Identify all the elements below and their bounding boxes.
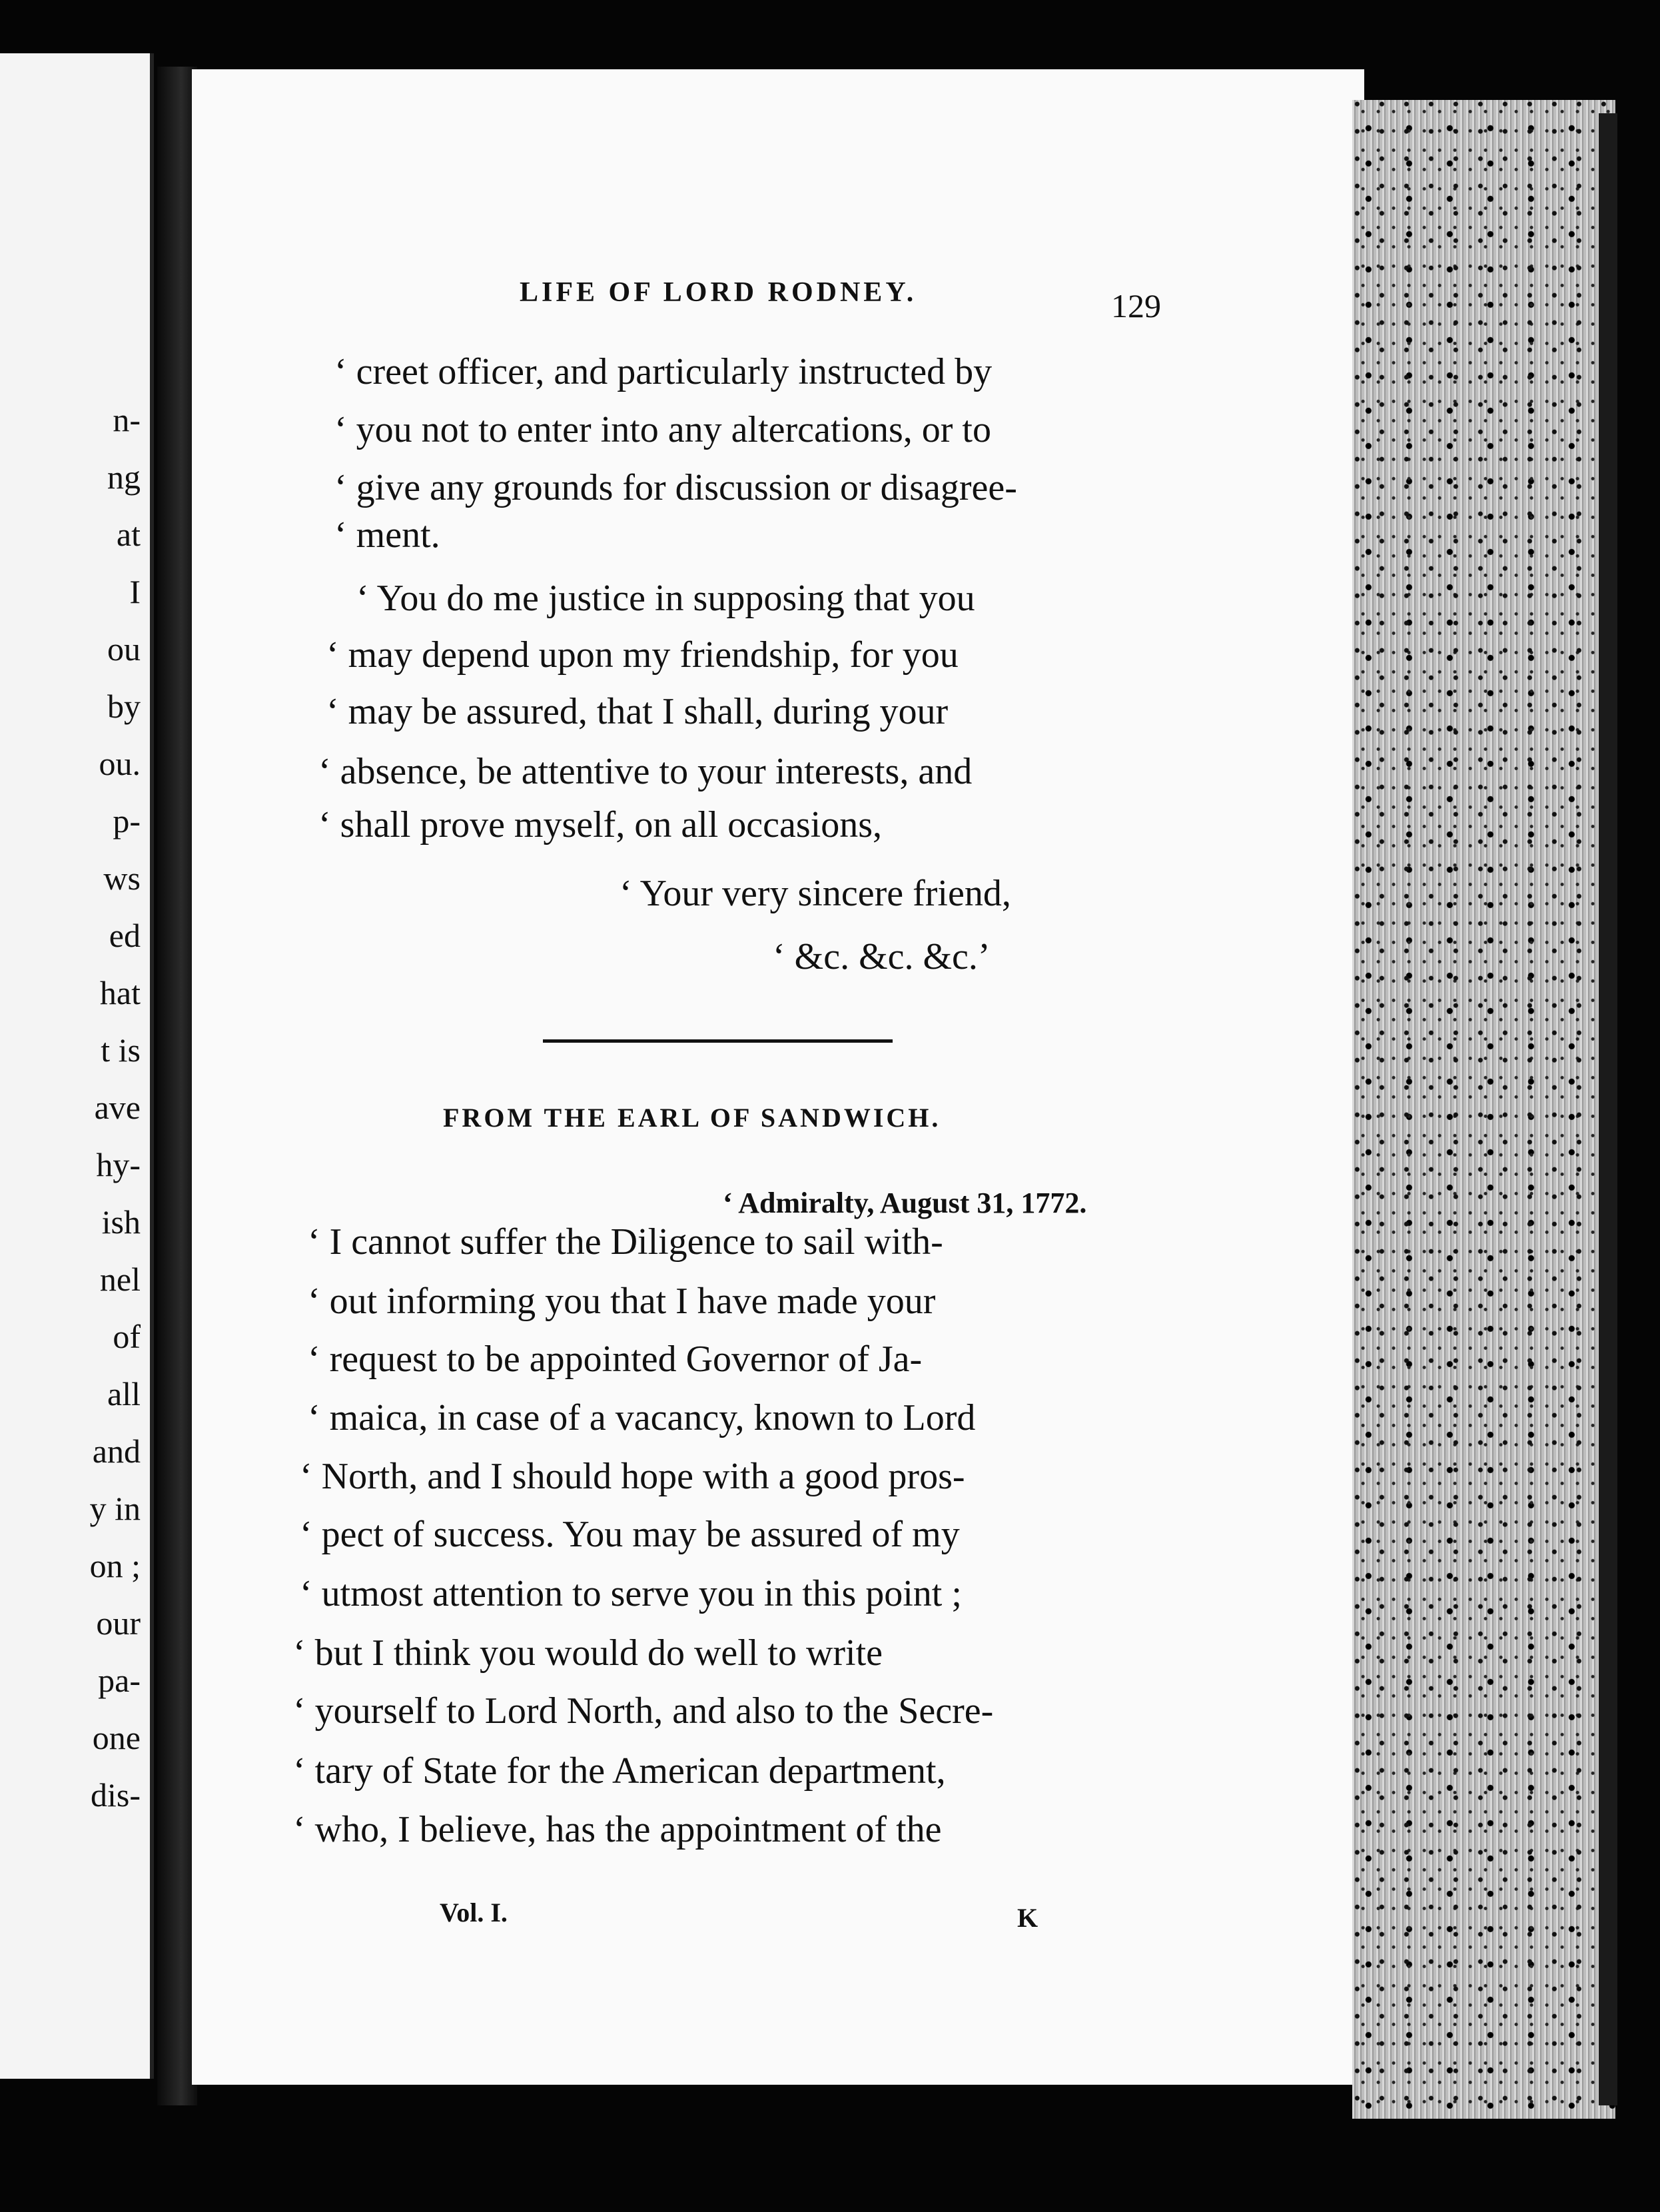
text-line: ‘ may depend upon my friendship, for you xyxy=(326,634,959,676)
facing-page-fragment: all xyxy=(107,1375,141,1412)
facing-page-fragment: our xyxy=(96,1604,141,1642)
facing-page-fragment: I xyxy=(129,573,141,610)
facing-page-fragment: p- xyxy=(113,802,141,839)
facing-page-fragment: y in xyxy=(89,1490,141,1527)
facing-page-fragment: nel xyxy=(99,1261,141,1298)
facing-page-fragment: ave xyxy=(94,1089,141,1126)
facing-page-fragment: by xyxy=(107,688,141,725)
facing-page-fragment: ou. xyxy=(99,745,141,782)
text-line: ‘ North, and I should hope with a good pros- xyxy=(300,1456,965,1497)
facing-page-fragment: hat xyxy=(99,974,141,1011)
text-line: ‘ request to be appointed Governor of Ja- xyxy=(308,1339,923,1380)
text-line: ‘ may be assured, that I shall, during your xyxy=(326,691,949,732)
text-line: ‘ ment. xyxy=(334,514,440,556)
page-edges xyxy=(1352,100,1615,2119)
text-line: ‘ maica, in case of a vacancy, known to Lord xyxy=(308,1397,976,1438)
letter-closing: ‘ Your very sincere friend, xyxy=(620,873,1011,914)
facing-page-fragment: ws xyxy=(103,859,141,897)
book-cover-edge xyxy=(1599,113,1617,2105)
facing-page-fragment: ish xyxy=(101,1203,141,1241)
text-line: ‘ shall prove myself, on all occasions, xyxy=(318,804,883,845)
facing-page-fragment: pa- xyxy=(98,1662,141,1699)
facing-page-fragment: at xyxy=(116,516,141,553)
facing-page-fragment: ou xyxy=(107,630,141,668)
text-line: ‘ tary of State for the American department, xyxy=(293,1750,946,1792)
text-line: ‘ You do me justice in supposing that you xyxy=(356,578,975,619)
volume-marker: Vol. I. xyxy=(440,1898,508,1928)
facing-page-fragment: hy- xyxy=(96,1146,141,1183)
facing-page-fragment: on ; xyxy=(89,1547,141,1584)
letter-dateline: ‘ Admiralty, August 31, 1772. xyxy=(723,1187,1087,1219)
facing-page-fragment: ed xyxy=(109,917,141,954)
text-line: ‘ utmost attention to serve you in this point ; xyxy=(300,1573,962,1614)
facing-page-fragment: one xyxy=(92,1719,141,1756)
signature-mark: K xyxy=(1017,1903,1038,1933)
facing-page-fragment: of xyxy=(113,1318,141,1355)
text-line: ‘ who, I believe, has the appointment of the xyxy=(293,1809,942,1850)
running-title: LIFE OF LORD RODNEY. xyxy=(520,277,917,308)
letter-signoff: ‘ &c. &c. &c.’ xyxy=(773,936,991,977)
facing-page-fragment: ng xyxy=(107,458,141,496)
text-line: ‘ give any grounds for discussion or disagree- xyxy=(334,467,1017,508)
text-line: ‘ out informing you that I have made your xyxy=(308,1281,936,1322)
text-line: ‘ but I think you would do well to write xyxy=(293,1632,883,1674)
facing-page xyxy=(0,53,154,2079)
text-line: ‘ I cannot suffer the Diligence to sail with- xyxy=(308,1221,943,1263)
letter-heading: FROM THE EARL OF SANDWICH. xyxy=(443,1103,941,1133)
section-divider xyxy=(543,1039,893,1043)
text-line: ‘ you not to enter into any altercations, or to xyxy=(334,409,991,450)
book-gutter xyxy=(157,67,197,2105)
facing-page-fragment: t is xyxy=(101,1031,141,1069)
text-line: ‘ pect of success. You may be assured of my xyxy=(300,1514,960,1555)
text-line: ‘ creet officer, and particularly instructed by xyxy=(334,351,993,392)
text-line: ‘ yourself to Lord North, and also to the Secre- xyxy=(293,1690,994,1732)
facing-page-fragment: n- xyxy=(113,401,141,438)
facing-page-fragment: dis- xyxy=(91,1776,141,1814)
facing-page-fragment: and xyxy=(92,1432,141,1470)
text-line: ‘ absence, be attentive to your interests, and xyxy=(318,751,973,792)
page-number: 129 xyxy=(1111,287,1161,324)
